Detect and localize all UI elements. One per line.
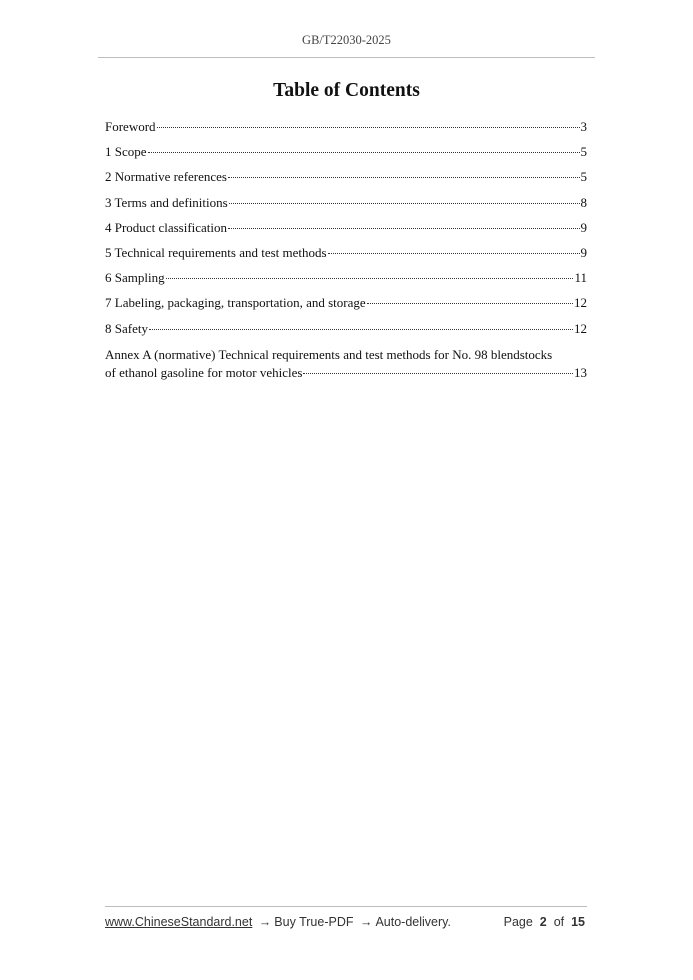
table-of-contents bbox=[105, 118, 587, 382]
toc-entry-label-line2: of ethanol gasoline for motor vehicles bbox=[105, 364, 303, 380]
toc-entry-label: 8 Safety bbox=[105, 320, 148, 336]
dot-leader bbox=[166, 278, 574, 279]
toc-entry-technical-requirements[interactable] bbox=[105, 244, 587, 269]
toc-entry-page: 9 bbox=[580, 244, 587, 260]
toc-entry-page: 5 bbox=[580, 169, 587, 185]
toc-entry-annex-a[interactable] bbox=[105, 346, 587, 382]
toc-entry-page: 5 bbox=[580, 144, 587, 160]
toc-entry-page: 12 bbox=[574, 295, 587, 311]
toc-entry-label: 2 Normative references bbox=[105, 169, 227, 185]
dot-leader bbox=[229, 203, 580, 204]
current-page-number: 2 bbox=[539, 915, 547, 929]
dot-leader bbox=[157, 127, 580, 128]
header-divider bbox=[98, 57, 595, 58]
toc-entry-page: 8 bbox=[580, 194, 587, 210]
toc-entry-label: 7 Labeling, packaging, transportation, and storage bbox=[105, 295, 366, 311]
toc-entry-foreword[interactable] bbox=[105, 118, 587, 143]
dot-leader bbox=[228, 228, 579, 229]
toc-entry-safety[interactable] bbox=[105, 320, 587, 345]
document-code: GB/T22030-2025 bbox=[302, 33, 391, 47]
toc-entry-label-continued bbox=[105, 364, 587, 382]
arrow-right-icon: → bbox=[258, 915, 272, 929]
auto-delivery-text: Auto-delivery. bbox=[375, 915, 451, 929]
page-indicator bbox=[504, 915, 585, 929]
footer-divider bbox=[105, 906, 587, 907]
toc-entry-page: 9 bbox=[580, 219, 587, 235]
toc-entry-scope[interactable] bbox=[105, 143, 587, 168]
dot-leader bbox=[303, 373, 573, 374]
toc-entry-sampling[interactable] bbox=[105, 269, 587, 294]
toc-entry-page: 3 bbox=[580, 119, 587, 134]
site-link[interactable]: www.ChineseStandard.net bbox=[105, 915, 253, 929]
page-word: Page bbox=[503, 915, 533, 929]
toc-entry-page: 13 bbox=[574, 364, 587, 380]
page-footer bbox=[105, 915, 585, 929]
toc-entry-page: 12 bbox=[574, 320, 587, 336]
toc-entry-label: 1 Scope bbox=[105, 144, 147, 160]
toc-entry-label: 4 Product classification bbox=[105, 219, 228, 235]
buy-pdf-text: Buy True-PDF bbox=[274, 915, 354, 929]
arrow-right-icon: → bbox=[359, 915, 373, 929]
total-page-number: 15 bbox=[571, 915, 585, 929]
toc-entry-terms-definitions[interactable] bbox=[105, 194, 587, 219]
toc-entry-normative-references[interactable] bbox=[105, 168, 587, 193]
dot-leader bbox=[149, 329, 573, 330]
dot-leader bbox=[148, 152, 580, 153]
toc-entry-label: Foreword bbox=[105, 119, 156, 134]
dot-leader bbox=[328, 253, 580, 254]
dot-leader bbox=[367, 303, 573, 304]
toc-entry-label: 6 Sampling bbox=[105, 270, 165, 286]
toc-entry-label: 3 Terms and definitions bbox=[105, 194, 228, 210]
toc-entry-label: 5 Technical requirements and test methods bbox=[105, 244, 327, 260]
footer-promo bbox=[105, 915, 451, 929]
toc-entry-labeling-packaging[interactable] bbox=[105, 294, 587, 319]
toc-entry-product-classification[interactable] bbox=[105, 219, 587, 244]
toc-title: Table of Contents bbox=[273, 80, 420, 101]
toc-entry-page: 11 bbox=[574, 270, 587, 286]
dot-leader bbox=[228, 177, 580, 178]
page-of-word: of bbox=[553, 915, 565, 929]
toc-entry-label: Annex A (normative) Technical requirements and test methods for No. 98 blendstocks bbox=[105, 346, 553, 362]
